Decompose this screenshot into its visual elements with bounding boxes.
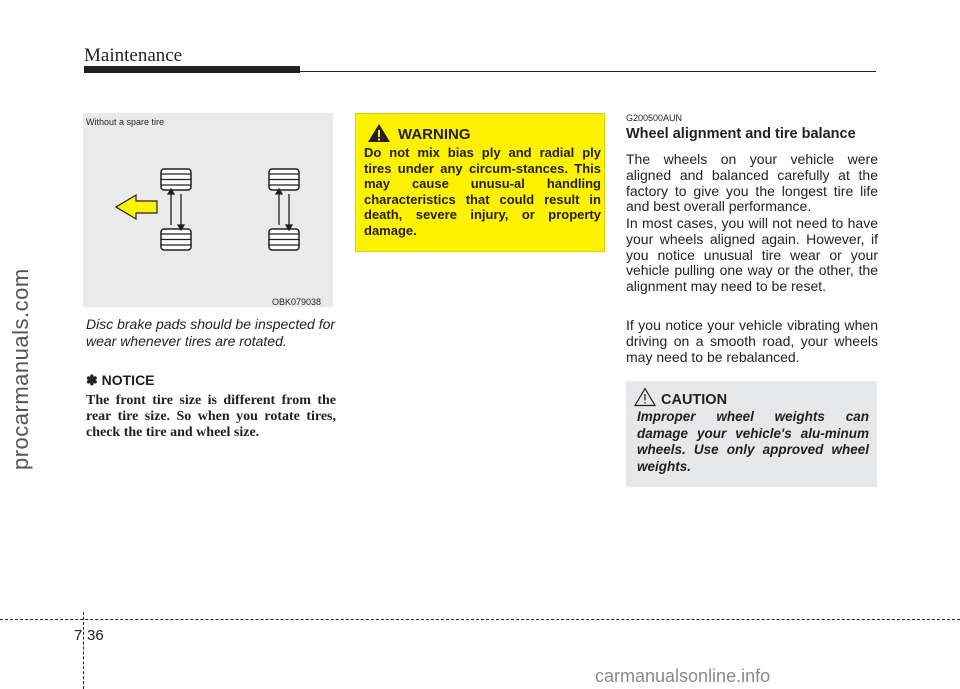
- tire-rear-right-icon: [269, 229, 299, 250]
- warning-triangle-icon: [367, 123, 391, 143]
- warning-text: Do not mix bias ply and radial ply tires under any circum-stances. This may cause unusu-al handling characteristics that could result in death, severe injury, or property damage.: [364, 145, 601, 238]
- figure-caption-top: Without a spare tire: [86, 117, 165, 127]
- section-code: G200500AUN: [626, 113, 683, 123]
- tire-rotation-diagram: [83, 113, 333, 307]
- tire-rear-left-icon: [161, 229, 191, 250]
- header-rule: [300, 71, 876, 72]
- swap-arrows-right-icon: [276, 189, 292, 230]
- swap-arrows-left-icon: [168, 189, 184, 230]
- header-bar: [84, 66, 300, 73]
- notice-heading: [86, 372, 155, 389]
- section-paragraph-2: In most cases, you will not need to have your wheels aligned again. However, if you notice unusual tire wear or your vehicle pulling one way or the other, the alignment may need to be reset.: [626, 215, 878, 295]
- warning-title: WARNING: [398, 126, 471, 143]
- section-title: Wheel alignment and tire balance: [626, 126, 856, 142]
- caution-triangle-icon: [634, 387, 656, 407]
- watermark-left: procarmanuals.com: [8, 268, 33, 470]
- tire-front-left-icon: [161, 169, 191, 190]
- figure-code: OBK079038: [272, 297, 322, 307]
- notice-symbol-icon: ✽: [86, 372, 98, 388]
- notice-text: The front tire size is different from the rear tire size. So when you rotate tires, check the tire and wheel size.: [86, 393, 336, 440]
- footer-dashed-divider: [83, 612, 85, 689]
- section-paragraph-3: If you notice your vehicle vibrating when driving on a smooth road, your wheels may need to be rebalanced.: [626, 317, 878, 365]
- page-number: 36: [87, 627, 104, 644]
- caution-text: Improper wheel weights can damage your vehicle's alu-minum wheels. Use only approved wheel weights.: [637, 409, 869, 474]
- tire-front-right-icon: [269, 169, 299, 190]
- watermark-bottom: carmanualsonline.info: [595, 666, 771, 686]
- figure-caption: Disc brake pads should be inspected for wear whenever tires are rotated.: [86, 316, 336, 349]
- caution-title: CAUTION: [661, 392, 728, 408]
- forward-direction-arrow-icon: [116, 195, 157, 219]
- section-paragraph-1: The wheels on your vehicle were aligned and balanced carefully at the factory to give you the longest tire life and best overall performance.: [626, 151, 878, 215]
- page-chapter: 7: [74, 627, 83, 644]
- header-title: Maintenance: [84, 45, 183, 66]
- notice-title: NOTICE: [101, 372, 155, 388]
- footer-dashed-line: [0, 619, 960, 620]
